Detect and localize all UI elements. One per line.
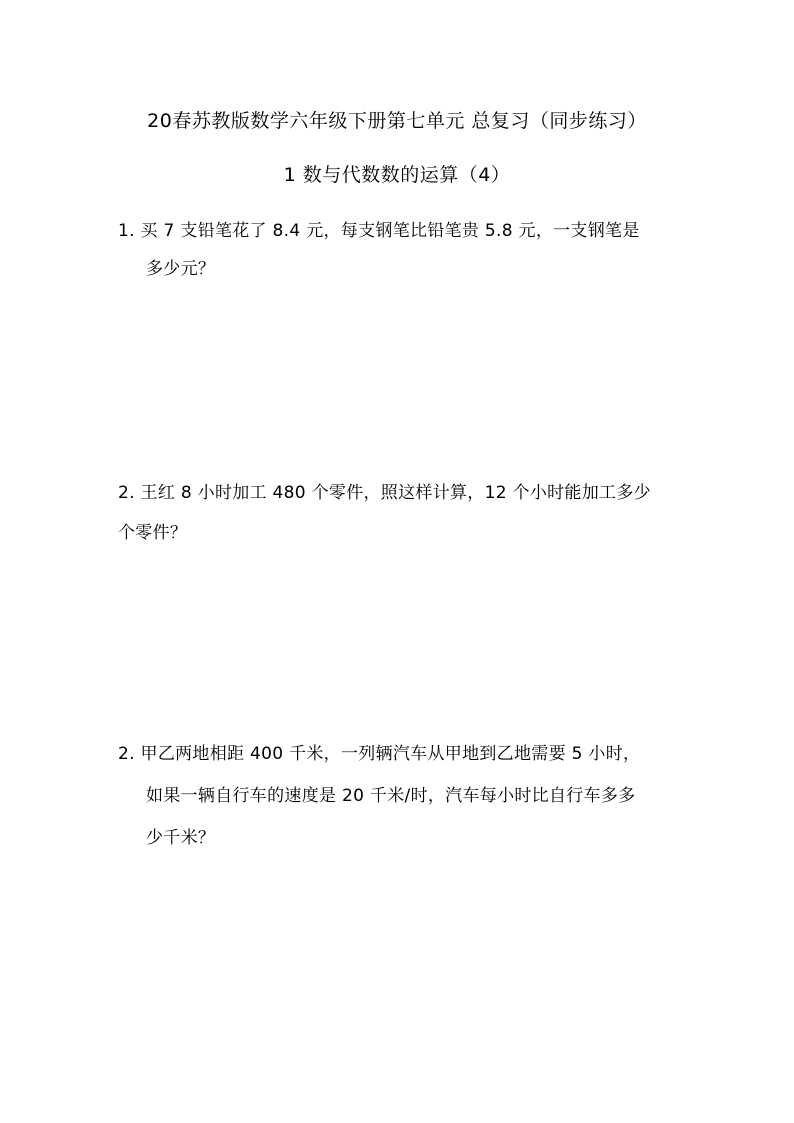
question-1-line-1: 1. 买 7 支铅笔花了 8.4 元，每支钢笔比铅笔贵 5.8 元，一支钢笔是 — [118, 221, 640, 241]
question-3-line-2: 如果一辆自行车的速度是 20 千米/时，汽车每小时比自行车多多 — [146, 786, 636, 806]
document-subtitle: 1 数与代数数的运算（4） — [283, 164, 511, 186]
question-3-line-1: 2. 甲乙两地相距 400 千米，一列辆汽车从甲地到乙地需要 5 小时， — [118, 744, 641, 764]
question-2-line-1: 2. 王红 8 小时加工 480 个零件，照这样计算，12 个小时能加工多少 — [118, 483, 651, 503]
document-title: 20春苏教版数学六年级下册第七单元 总复习（同步练习） — [147, 110, 647, 132]
question-1-line-2: 多少元？ — [146, 259, 216, 279]
question-2-line-2: 个零件？ — [118, 523, 188, 543]
question-3-line-3: 少千米？ — [146, 828, 216, 848]
